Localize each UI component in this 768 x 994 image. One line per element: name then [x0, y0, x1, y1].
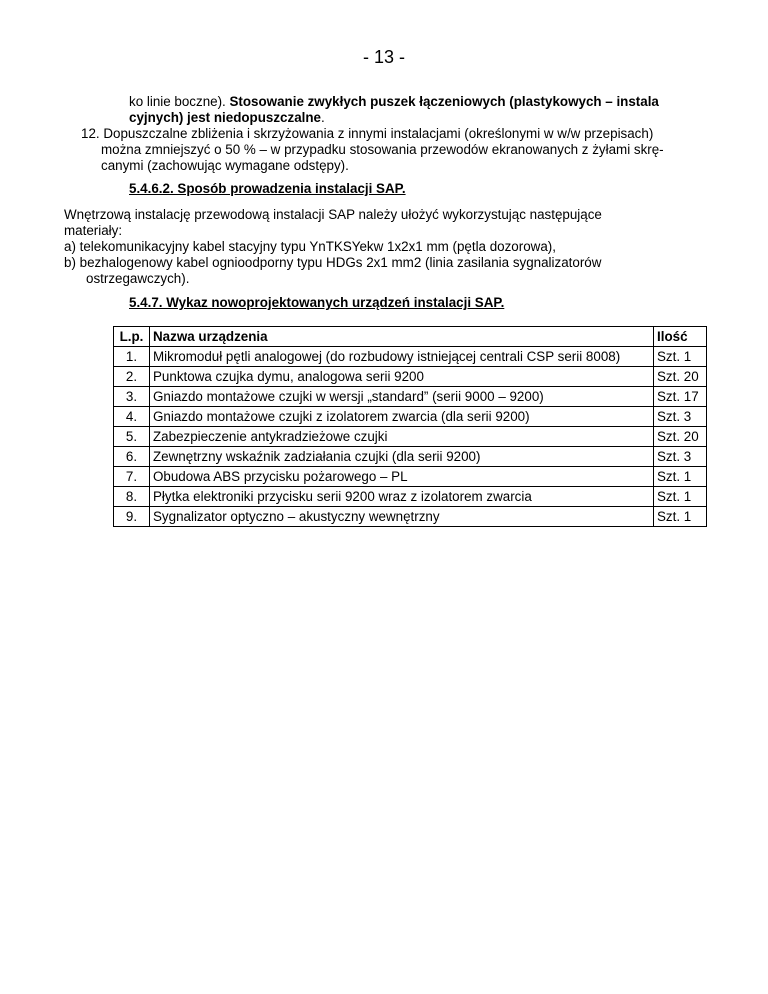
row-lp: 8. [114, 487, 150, 507]
item-12-line-1: 12. Dopuszczalne zbliżenia i skrzyżowania z innymi instalacjami (określonymi w w/w przepisach) [81, 126, 654, 141]
row-lp: 2. [114, 367, 150, 387]
table-row [114, 507, 707, 527]
row-name: Płytka elektroniki przycisku serii 9200 wraz z izolatorem zwarcia [150, 487, 654, 507]
intro-emphasis: Stosowanie zwykłych puszek łączeniowych (plastykowych – instala [229, 94, 659, 109]
item-12-line-3: canymi (zachowując wymagane odstępy). [101, 158, 349, 173]
row-qty: Szt. 20 [654, 427, 707, 447]
section-heading-5462: 5.4.6.2. Sposób prowadzenia instalacji SAP. [129, 181, 406, 196]
header-lp: L.p. [114, 327, 150, 347]
row-lp: 9. [114, 507, 150, 527]
table-row [114, 447, 707, 467]
table-row [114, 367, 707, 387]
row-lp: 7. [114, 467, 150, 487]
row-name: Mikromoduł pętli analogowej (do rozbudowy istniejącej centrali CSP serii 8008) [150, 347, 654, 367]
row-name: Obudowa ABS przycisku pożarowego – PL [150, 467, 654, 487]
intro-line-1 [129, 94, 659, 110]
row-qty: Szt. 20 [654, 367, 707, 387]
table-row [114, 347, 707, 367]
intro-text: ko linie boczne). [129, 94, 230, 109]
row-lp: 1. [114, 347, 150, 367]
row-qty: Szt. 17 [654, 387, 707, 407]
table-row [114, 407, 707, 427]
row-qty: Szt. 3 [654, 407, 707, 427]
devices-table [113, 326, 707, 527]
item-12-line-2: można zmniejszyć o 50 % – w przypadku stosowania przewodów ekranowanych z żyłami skrę- [101, 142, 664, 157]
row-qty: Szt. 1 [654, 487, 707, 507]
row-lp: 4. [114, 407, 150, 427]
row-name: Zewnętrzny wskaźnik zadziałania czujki (dla serii 9200) [150, 447, 654, 467]
list-item-b-line-1: b) bezhalogenowy kabel ognioodporny typu HDGs 2x1 mm2 (linia zasilania sygnalizatorów [64, 255, 602, 270]
row-qty: Szt. 1 [654, 347, 707, 367]
section-heading-547: 5.4.7. Wykaz nowoprojektowanych urządzeń instalacji SAP. [129, 295, 505, 310]
row-lp: 6. [114, 447, 150, 467]
section-5462-para-line-2: materiały: [64, 223, 123, 238]
row-qty: Szt. 3 [654, 447, 707, 467]
header-qty: Ilość [654, 327, 707, 347]
table-row [114, 487, 707, 507]
header-name: Nazwa urządzenia [150, 327, 654, 347]
row-name: Sygnalizator optyczno – akustyczny wewnętrzny [150, 507, 654, 527]
table-row [114, 467, 707, 487]
list-item-a: a) telekomunikacyjny kabel stacyjny typu YnTKSYekw 1x2x1 mm (pętla dozorowa), [64, 239, 556, 254]
section-5462-para-line-1: Wnętrzową instalację przewodową instalacji SAP należy ułożyć wykorzystując następujące [64, 207, 602, 222]
row-name: Gniazdo montażowe czujki z izolatorem zwarcia (dla serii 9200) [150, 407, 654, 427]
row-name: Zabezpieczenie antykradzieżowe czujki [150, 427, 654, 447]
row-lp: 3. [114, 387, 150, 407]
intro-emphasis-cont: cyjnych) jest niedopuszczalne [129, 110, 321, 125]
page-number: - 13 - [362, 47, 405, 67]
table-row [114, 387, 707, 407]
table-row [114, 427, 707, 447]
table-header-row [114, 327, 707, 347]
row-name: Punktowa czujka dymu, analogowa serii 9200 [150, 367, 654, 387]
intro-line-2 [129, 110, 325, 126]
list-item-b-line-2: ostrzegawczych). [86, 271, 190, 286]
row-name: Gniazdo montażowe czujki w wersji „standard” (serii 9000 – 9200) [150, 387, 654, 407]
row-lp: 5. [114, 427, 150, 447]
intro-period: . [321, 110, 325, 125]
row-qty: Szt. 1 [654, 467, 707, 487]
row-qty: Szt. 1 [654, 507, 707, 527]
